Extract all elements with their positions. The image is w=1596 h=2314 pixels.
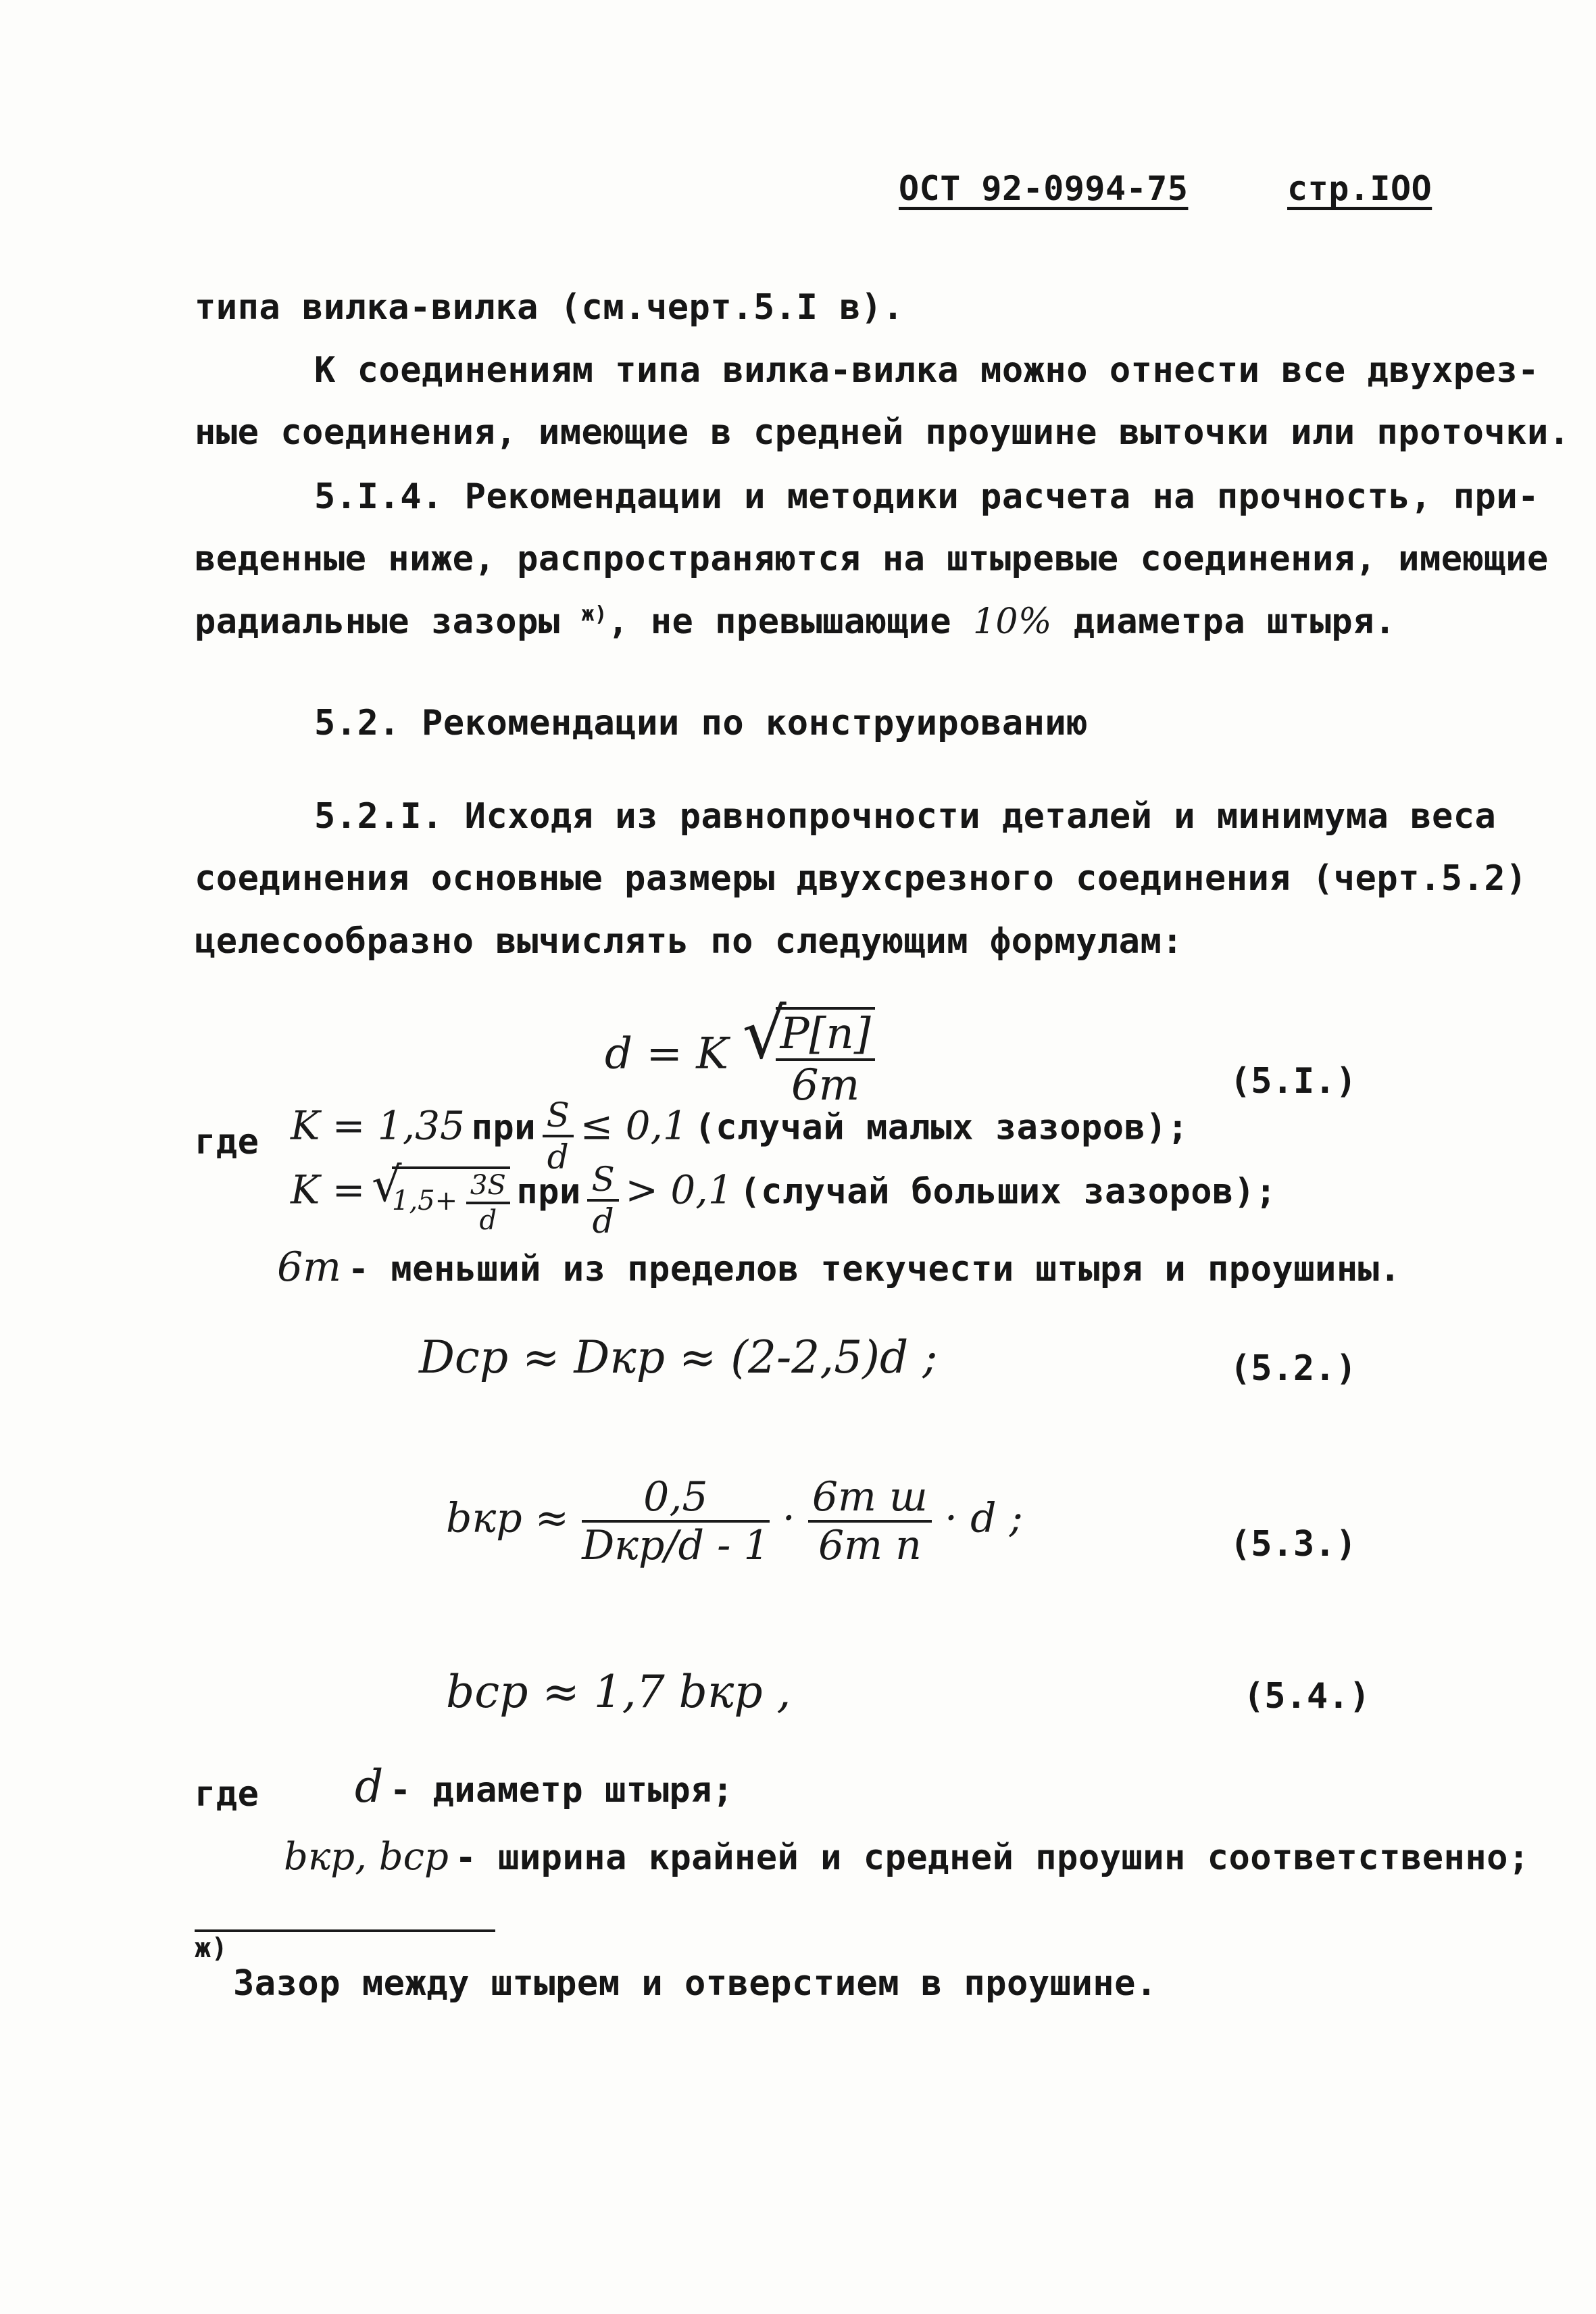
fraction-denominator: 6т	[791, 1060, 860, 1110]
footnote-divider	[195, 1929, 495, 1932]
paragraph-line: целесообразно вычислять по следующим формулам:	[195, 921, 1184, 962]
document-id: ОСТ 92-0994-75	[899, 169, 1189, 208]
case-large-text: (случай больших зазоров);	[739, 1171, 1277, 1212]
equation-5-1	[605, 994, 875, 1110]
fraction-denominator: Dкр/d - 1	[582, 1522, 770, 1569]
radicand	[776, 1007, 874, 1110]
fraction-numerator: 6т ш	[808, 1477, 932, 1523]
radical-sign-icon: √	[742, 994, 787, 1075]
fraction-numerator: S	[587, 1162, 618, 1202]
footnote-mark: ж)	[581, 601, 608, 626]
equation-number: (5.2.)	[1230, 1348, 1357, 1389]
fraction-s-over-d	[587, 1160, 618, 1241]
sigma-symbol: 6т	[277, 1244, 342, 1291]
fraction-second	[808, 1473, 932, 1569]
equation-lhs: bкр ≈	[446, 1494, 569, 1542]
sigma-description: - меньший из пределов текучести штыря и проушины.	[347, 1249, 1401, 1289]
b-symbols: bкр, bср	[284, 1835, 449, 1879]
equation-tail: · d ;	[944, 1494, 1023, 1542]
fraction-denominator: d	[547, 1137, 569, 1177]
equation-number: (5.3.)	[1230, 1524, 1357, 1565]
fraction-first	[582, 1473, 770, 1569]
section-title: 5.2. Рекомендации по конструированию	[314, 703, 1089, 743]
paragraph-line: К соединениям типа вилка-вилка можно отнести все двухрез-	[314, 350, 1539, 391]
b-description: - ширина крайней и средней проушин соответственно;	[455, 1838, 1530, 1878]
where-line-diameter	[355, 1761, 734, 1813]
text-fragment: диаметра штыря.	[1073, 601, 1396, 642]
k-large-lhs: K =	[291, 1166, 366, 1213]
fraction-denominator: 6т п	[818, 1522, 922, 1569]
equation-number: (5.I.)	[1230, 1061, 1357, 1102]
radicand	[392, 1166, 510, 1234]
paragraph-line	[195, 601, 1396, 642]
d-description: - диаметр штыря;	[389, 1770, 734, 1811]
radical-sign-icon: √	[372, 1157, 402, 1212]
k-small-value: K = 1,35	[291, 1102, 465, 1149]
text-fragment: радиальные зазоры	[195, 601, 560, 642]
paragraph-line: ные соединения, имеющие в средней проушине выточки или проточки.	[195, 412, 1570, 453]
fraction-numerator: S	[543, 1098, 574, 1137]
fraction-numerator: 3S	[466, 1172, 510, 1204]
paragraph-line: веденные ниже, распространяются на штыревые соединения, имеющие	[195, 539, 1549, 579]
where-label: где	[195, 1122, 259, 1162]
word-pri: при	[471, 1107, 537, 1148]
equation-5-4: bср ≈ 1,7 bкр ,	[446, 1666, 791, 1718]
root-term: 1,5+	[392, 1185, 458, 1216]
paragraph-line: 5.I.4. Рекомендации и методики расчета на прочность, при-	[314, 476, 1539, 517]
square-root	[742, 994, 874, 1110]
equation-5-2: Dср ≈ Dкр ≈ (2-2,5)d ;	[419, 1331, 938, 1383]
condition-large: > 0,1	[625, 1166, 733, 1213]
d-symbol: d	[355, 1761, 384, 1813]
equation-5-3	[446, 1473, 1023, 1569]
equation-number: (5.4.)	[1243, 1676, 1370, 1717]
case-small-text: (случай малых зазоров);	[694, 1107, 1189, 1148]
handwritten-percent: 10%	[972, 601, 1052, 642]
page-number: стр.IOO	[1287, 169, 1432, 208]
fraction-numerator: 0,5	[582, 1477, 770, 1523]
paragraph-line: соединения основные размеры двухсрезного соединения (черт.5.2)	[195, 858, 1528, 899]
fraction-3s-over-d	[466, 1172, 510, 1234]
fraction-denominator: d	[592, 1202, 614, 1241]
where-line-large-gap	[291, 1157, 1277, 1241]
footnote-mark: ж)	[195, 1933, 228, 1964]
fraction-denominator: d	[479, 1205, 497, 1236]
where-line-sigma	[277, 1244, 1401, 1291]
text-fragment: , не превышающие	[607, 601, 951, 642]
square-root	[372, 1157, 510, 1236]
word-pri: при	[516, 1171, 581, 1212]
footnote-text: Зазор между штырем и отверстием в проушине.	[233, 1963, 1157, 2004]
where-line-widths	[284, 1835, 1530, 1879]
condition-small: ≤ 0,1	[580, 1102, 688, 1149]
paragraph-line: типа вилка-вилка (см.черт.5.I в).	[195, 287, 904, 328]
multiply-dot: ·	[782, 1494, 795, 1542]
paragraph-line: 5.2.I. Исходя из равнопрочности деталей и минимума веса	[314, 796, 1497, 837]
fraction-numerator: P[n]	[776, 1012, 874, 1061]
where-label: где	[195, 1774, 259, 1815]
fraction	[776, 1009, 874, 1110]
equation-lhs: d = K	[605, 1029, 729, 1079]
